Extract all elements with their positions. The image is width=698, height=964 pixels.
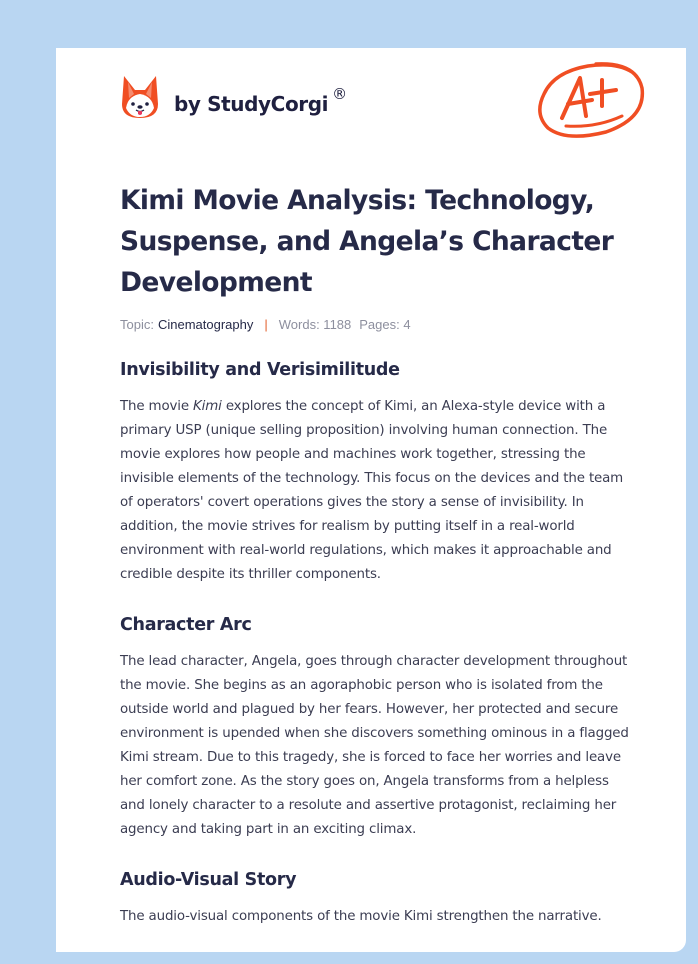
document-card xyxy=(56,48,686,952)
topic-link[interactable]: Cinematography xyxy=(157,317,254,332)
section-heading: Invisibility and Verisimilitude xyxy=(120,360,400,380)
header xyxy=(120,48,630,168)
corgi-logo-icon xyxy=(120,74,160,120)
article-title: Kimi Movie Analysis: Technology, Suspense, and Angela’s Character Development xyxy=(120,185,614,298)
section-paragraph: The lead character, Angela, goes through character development throughout the movie. She begins as an agoraphobic person who is isolated from the outside world and plagued by her fears. However, her protected and secure environment is upended when she discovers something ominous in a flagged Kimi stream. Due to this tragedy, she is forced to face her worries and leave her comfort zone. As the story goes on, Angela transforms from a helpless and lonely character to a resolute and assertive protagonist, reclaiming her agency and taking part in an exciting climax. xyxy=(120,654,629,837)
topic-label: Topic: xyxy=(120,317,154,332)
meta-separator: | xyxy=(264,317,268,332)
article-meta xyxy=(120,317,630,332)
word-count: Words: 1188 xyxy=(278,317,352,332)
section-paragraph: The movie Kimi explores the concept of Kimi, an Alexa-style device with a primary USP (unique selling proposition) involving human connection. The movie explores how people and machines work together, stressing the invisible elements of the technology. This focus on the devices and the team of operators' covert operations gives the story a sense of invisibility. In addition, the movie strives for realism by putting itself in a real-world environment with real-world regulations, which makes it approachable and credible despite its thriller components. xyxy=(120,399,624,582)
studycorgi-logo[interactable] xyxy=(120,74,347,120)
registered-mark: ® xyxy=(332,85,347,103)
movie-title-italic: Kimi xyxy=(193,399,222,414)
section-paragraph: The audio-visual components of the movie Kimi strengthen the narrative. xyxy=(120,909,602,924)
brand-name: by StudyCorgi ® xyxy=(174,85,347,116)
section-heading: Audio-Visual Story xyxy=(120,870,297,890)
page-count: Pages: 4 xyxy=(359,317,411,332)
a-plus-grade-icon xyxy=(536,58,646,142)
section-heading: Character Arc xyxy=(120,615,252,635)
